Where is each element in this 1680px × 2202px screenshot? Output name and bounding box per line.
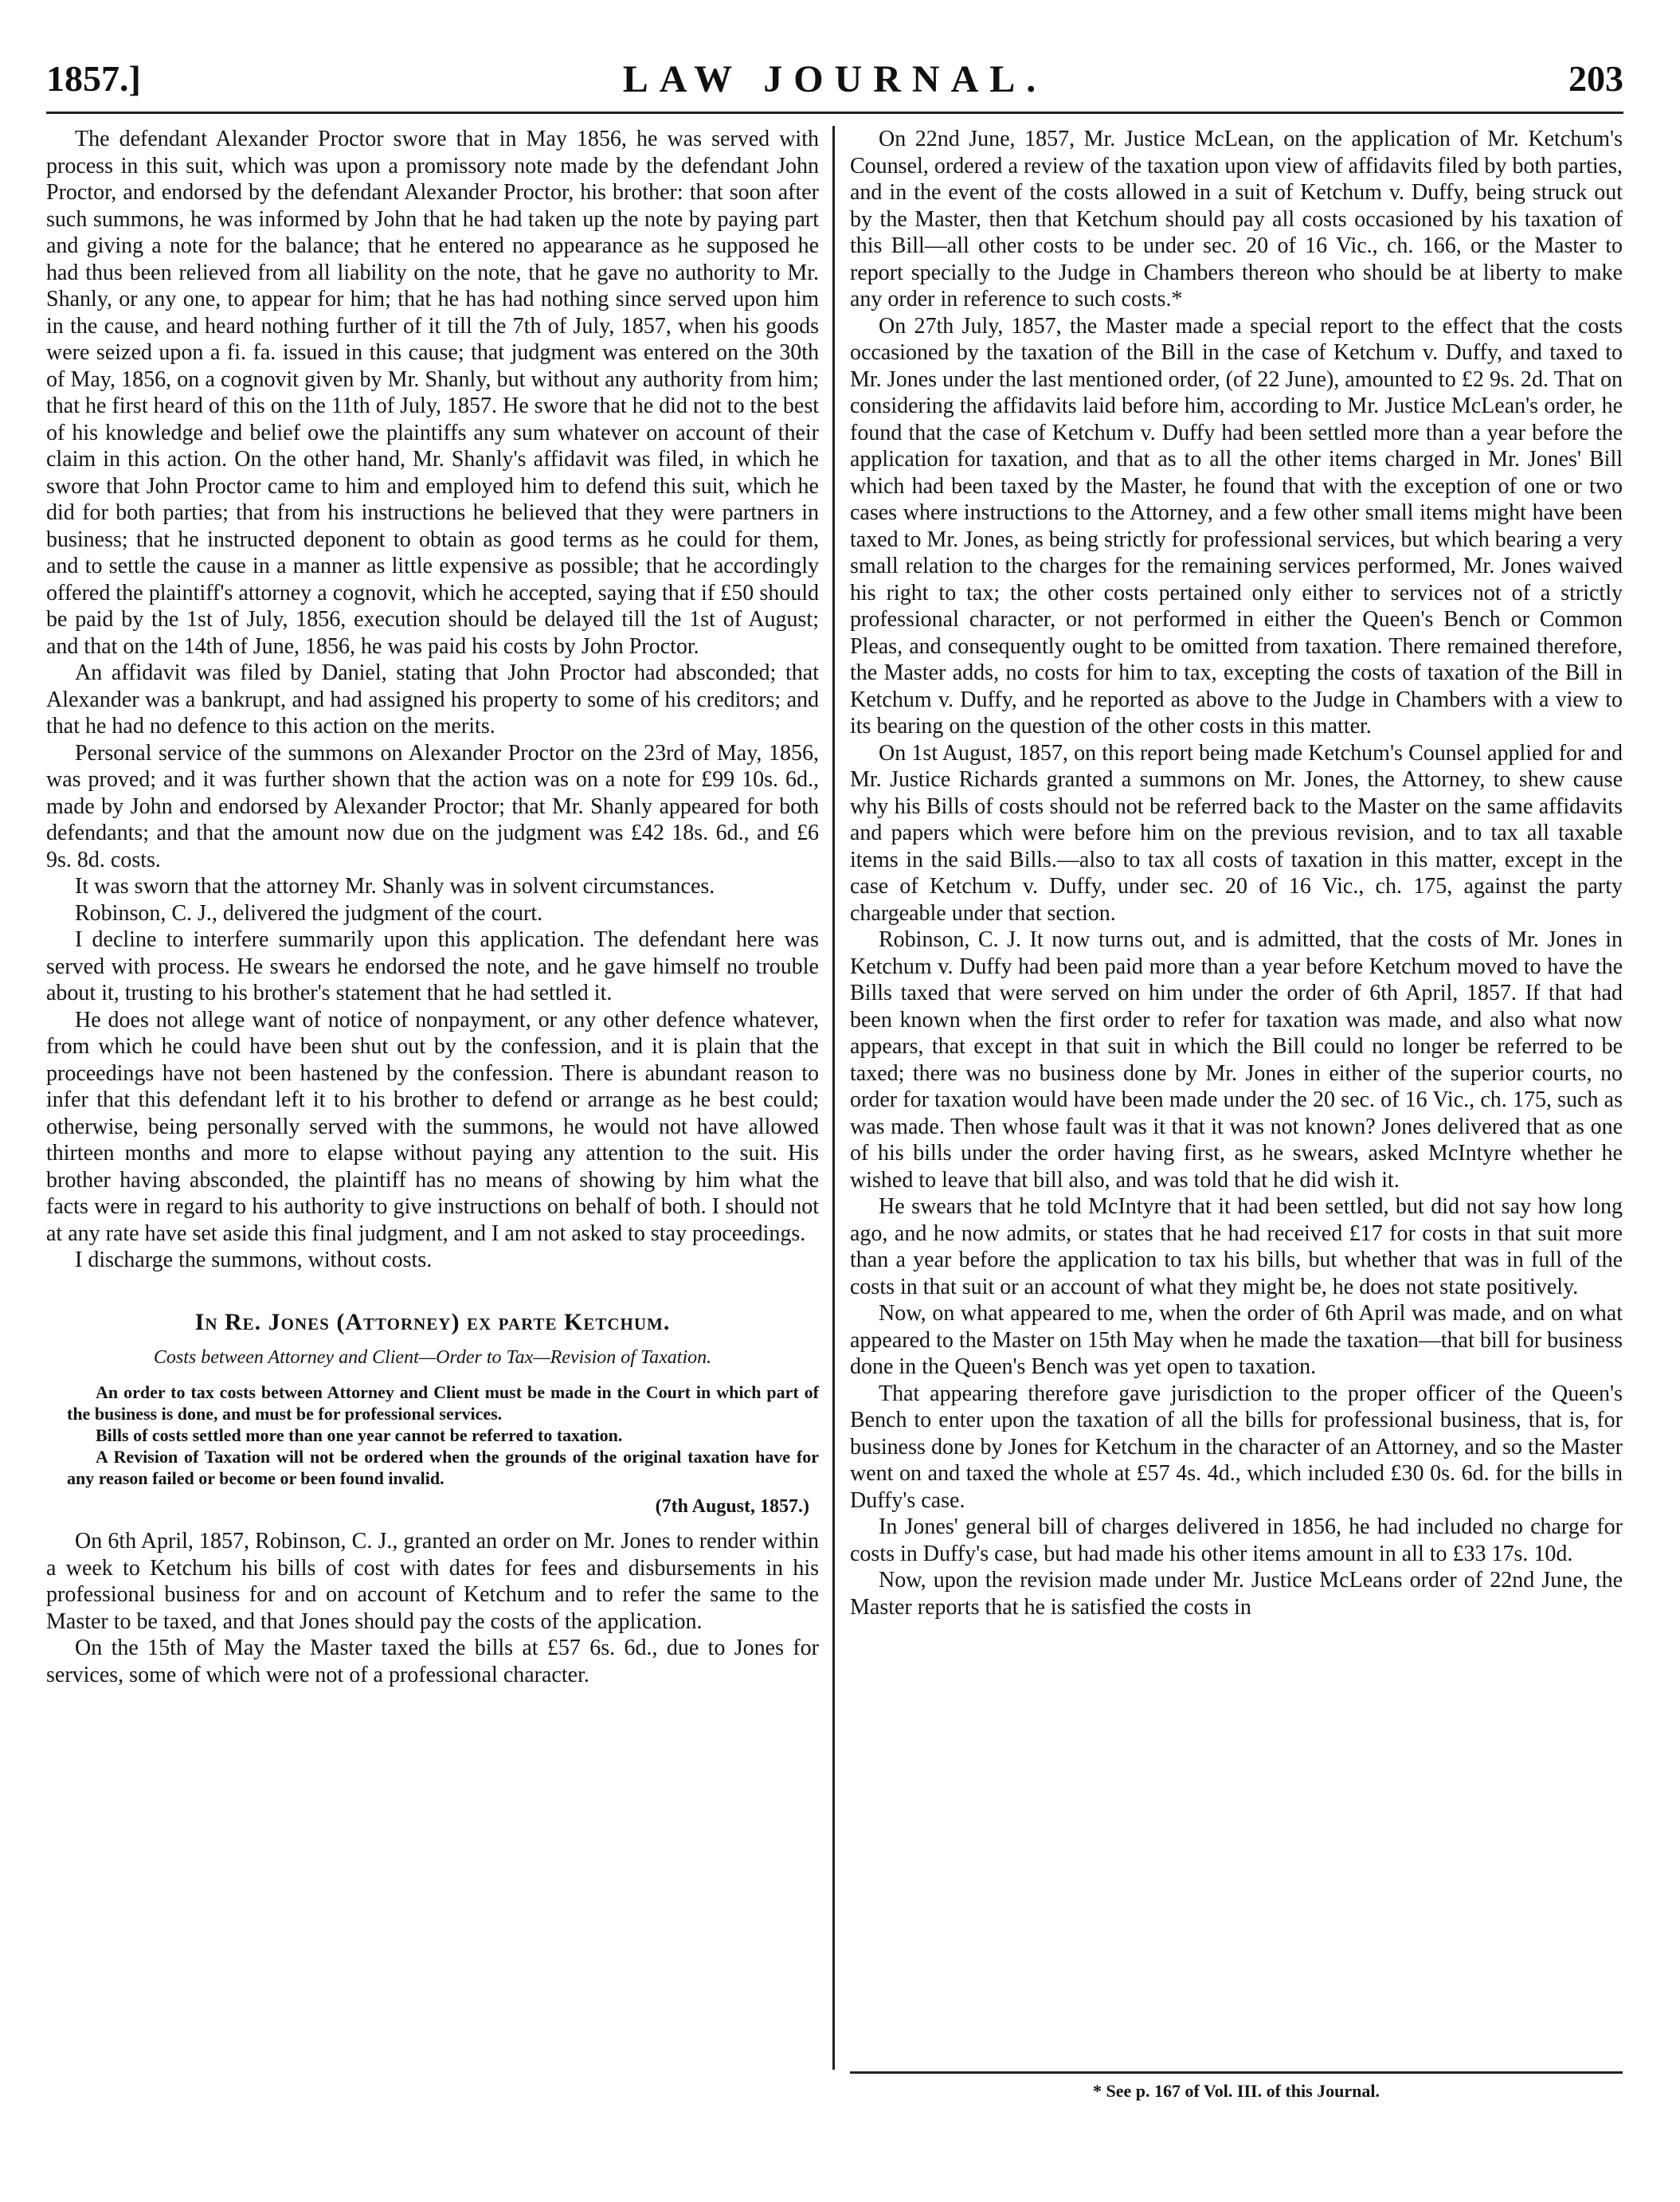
- left-column: [46, 126, 819, 1688]
- paragraph: On 22nd June, 1857, Mr. Justice McLean, on the application of Mr. Ketchum's Counsel, ordered a review of the taxation upon view of affidavits filed by both parties, and in the event of the costs allowed in a suit of Ketchum v. Duffy, being struck out by the Master, then that Ketchum should pay all costs occasioned by his taxation of this Bill—all other costs to be under sec. 20 of 16 Vic., ch. 166, or the Master to report specially to the Judge in Chambers thereon who should be at liberty to make any order in reference to such costs.*: [850, 127, 1623, 311]
- paragraph: In Jones' general bill of charges delivered in 1856, he had included no charge for costs in Duffy's case, but had made his other items amount in all to £33 17s. 10d.: [850, 1514, 1623, 1566]
- paragraph: Now, on what appeared to me, when the order of 6th April was made, and on what appeared to the Master on 15th May when he made the taxation—that bill for business done in the Queen's Bench was yet open to taxation.: [850, 1301, 1623, 1379]
- paragraph: He swears that he told McIntyre that it had been settled, but did not say how long ago, and he now admits, or states that he had received £17 for costs in that suit more than a year before the application to tax his bills, but whether that was in full of the costs in that suit or an account of what they might be, he does not state positively.: [850, 1194, 1623, 1299]
- paragraph: On the 15th of May the Master taxed the bills at £57 6s. 6d., due to Jones for services, some of which were not of a professional character.: [46, 1636, 819, 1687]
- paragraph: Robinson, C. J., delivered the judgment of the court.: [75, 900, 543, 926]
- paragraph: The defendant Alexander Proctor swore that in May 1856, he was served with process in this suit, which was upon a promissory note made by the defendant John Proctor, and endorsed by the defendant Alexander Proctor, his brother: that soon after such summons, he was informed by John that he had taken up the note by paying part and giving a note for the balance; that he entered no appearance as he supposed he had thus been relieved from all liability on the note, that he gave no authority to Mr. Shanly, or any one, to appear for him; that he has had nothing since served upon him in the cause, and heard nothing further of it till the 7th of July, 1857, when his goods were seized upon a fi. fa. issued in this cause; that judgment was entered on the 30th of May, 1856, on a cognovit given by Mr. Shanly, but without any authority from him; that he first heard of this on the 11th of July, 1857. He swore that he did not to the best of his knowledge and belief owe the plaintiffs any sum whatever on account of their claim in this action. On the other hand, Mr. Shanly's affidavit was filed, in which he swore that John Proctor came to him and employed him to defend this suit, which he did for both parties; that from his instructions he believed that they were partners in business; that he instructed deponent to obtain as good terms as he could for them, and to settle the cause in a manner as little expensive as possible; that he accordingly offered the plaintiff's attorney a cognovit, which he accepted, saying that if £50 should be paid by the 1st of July, 1856, execution should be delayed till the 1st of August; and that on the 14th of June, 1856, he was paid his costs by John Proctor.: [46, 127, 819, 659]
- paragraph: On 6th April, 1857, Robinson, C. J., granted an order on Mr. Jones to render within a week to Ketchum his bills of cost with dates for fees and disbursements in his professional business for and on account of Ketchum and to refer the same to the Master to be taxed, and that Jones should pay the costs of the application.: [46, 1529, 819, 1634]
- paragraph: I discharge the summons, without costs.: [75, 1248, 433, 1272]
- paragraph: On 27th July, 1857, the Master made a special report to the effect that the costs occasioned by the taxation of the Bill in the case of Ketchum v. Duffy, and taxed to Mr. Jones under the last mentioned order, (of 22 June), amounted to £2 9s. 2d. That on considering the affidavits laid before him, according to Mr. Justice McLean's order, he found that the case of Ketchum v. Duffy had been settled more than a year before the application for taxation, and that as to all the other items charged in Mr. Jones' Bill which had been taxed by the Master, he found that with the exception of one or two cases where instructions to the Attorney, and a few other small items might have been taxed to Mr. Jones, as being strictly for professional services, but which bearing a very small relation to the charges for the remaining services performed, Mr. Jones waived his right to tax; the other costs pertained only either to services not of a strictly professional character, or not performed in either the Queen's Bench or Common Pleas, and consequently ought to be omitted from taxation. There remained therefore, the Master adds, no costs for him to tax, excepting the costs of taxation of the Bill in Ketchum v. Duffy, and he reported as above to the Judge in Chambers with a view to its bearing on the question of the other costs in this matter.: [850, 313, 1623, 739]
- paragraph: It was sworn that the attorney Mr. Shanly was in solvent circumstances.: [75, 874, 715, 899]
- page-number: 203: [1568, 58, 1623, 99]
- paragraph: That appearing therefore gave jurisdiction to the proper officer of the Queen's Bench to enter upon the taxation of all the bills for professional business, that is, for business done by Jones for Ketchum in the character of an Attorney, and so the Master went on and taxed the whole at £57 4s. 4d., which included £30 0s. 6d. for the bills in Duffy's case.: [850, 1381, 1623, 1513]
- footnote: * See p. 167 of Vol. III. of this Journal.: [1092, 2081, 1380, 2101]
- header-rule: [46, 112, 1623, 114]
- journal-title: LAW JOURNAL.: [622, 58, 1048, 100]
- paragraph: I decline to interfere summarily upon this application. The defendant here was served with process. He swears he endorsed the note, and he gave himself no trouble about it, trusting to his brother's statement that he had settled it.: [46, 927, 819, 1005]
- paragraph: Robinson, C. J. It now turns out, and is admitted, that the costs of Mr. Jones in Ketchum v. Duffy had been paid more than a year before Ketchum moved to have the Bills taxed that were served on him under the order of 6th April, 1857. If that had been known when the first order to refer for taxation was made, and also what now appears, that except in that suit in which the Bill could no longer be referred to be taxed; there was no business done by Mr. Jones in either of the superior courts, no order for taxation would have been made under the 20 sec. of 16 Vic., ch. 175, such as was made. Then whose fault was it that it was not known? Jones delivered that as one of his bills under the order having first, as he swears, asked McIntyre whether he wished to leave that bill also, and was told that he did wish it.: [850, 927, 1623, 1193]
- paragraph: On 1st August, 1857, on this report being made Ketchum's Counsel applied for and Mr. Justice Richards granted a summons on Mr. Jones, the Attorney, to shew cause why his Bills of costs should not be referred back to the Master on the same affidavits and papers which were before him on the previous revision, and to tax all taxable items in the said Bills.—also to tax all costs of taxation in this matter, except in the case of Ketchum v. Duffy, under sec. 20 of 16 Vic., ch. 175, against the party chargeable under that section.: [850, 740, 1623, 926]
- column-divider: [832, 126, 835, 2070]
- paragraph: Now, upon the revision made under Mr. Justice McLeans order of 22nd June, the Master reports that he is satisfied the costs in: [850, 1568, 1623, 1620]
- running-header: [46, 57, 1623, 105]
- paragraph: He does not allege want of notice of nonpayment, or any other defence whatever, from which he could have been shut out by the confession, and it is plain that the proceedings have not been hastened by the confession. There is abundant reason to infer that this defendant left it to his brother to defend or arrange as he best could; otherwise, being personally served with the summons, he would not have allowed thirteen months and more to elapse without paying any attention to the suit. His brother having absconded, the plaintiff has no means of showing by him what the facts were in regard to his authority to give instructions on behalf of both. I should not at any rate have set aside this final judgment, and I am not asked to stay proceedings.: [46, 1007, 819, 1246]
- headnote: Bills of costs settled more than one year cannot be referred to taxation.: [96, 1424, 623, 1445]
- case-date: (7th August, 1857.): [655, 1495, 809, 1517]
- case-subheading: Costs between Attorney and Client—Order to Tax—Revision of Taxation.: [153, 1347, 712, 1368]
- paragraph: Personal service of the summons on Alexander Proctor on the 23rd of May, 1856, was proved; and it was further shown that the action was on a note for £99 10s. 6d., made by John and endorsed by Alexander Proctor; that Mr. Shanly appeared for both defendants; and that the amount now due on the judgment was £42 18s. 6d., and £6 9s. 8d. costs.: [46, 740, 819, 872]
- headnote: An order to tax costs between Attorney and Client must be made in the Court in which part of the business is done, and must be for professional services.: [67, 1381, 819, 1424]
- footnote-rule: [850, 2071, 1623, 2074]
- headnote: A Revision of Taxation will not be ordered when the grounds of the original taxation have for any reason failed or become or been found invalid.: [67, 1446, 819, 1488]
- header-year: 1857.]: [46, 58, 141, 99]
- case-heading: In Re. Jones (Attorney) ex parte Ketchum.: [194, 1308, 671, 1335]
- right-column: [850, 126, 1623, 1620]
- paragraph: An affidavit was filed by Daniel, stating that John Proctor had absconded; that Alexander was a bankrupt, and had assigned his property to some of his creditors; and that he had no defence to this action on the merits.: [46, 660, 819, 739]
